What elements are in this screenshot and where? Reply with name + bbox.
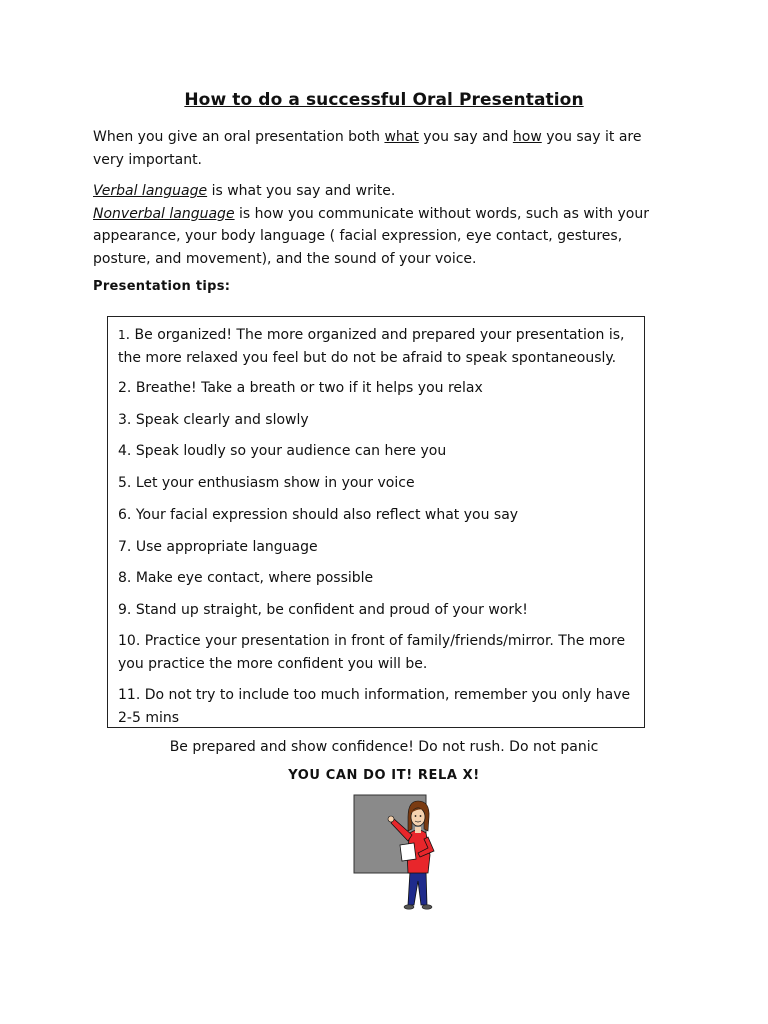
tip-number: 6: [118, 507, 127, 523]
tip-text: . Stand up straight, be confident and proud of your work!: [126, 602, 528, 618]
nonverbal-term: Nonverbal language: [93, 205, 235, 222]
neck: [415, 827, 421, 833]
nonverbal-text: is how you communicate without words, such as with your appearance, your body language ( facial expression, eye contact, gestures, posture, and movement), and the sound of your voice.: [93, 205, 649, 267]
eye: [420, 815, 422, 817]
verbal-definition: [93, 180, 663, 203]
tip-text: . Practice your presentation in front of family/friends/mirror. The more you practice the more confident you will be.: [118, 633, 626, 672]
pointing-hand: [388, 816, 394, 822]
pants: [408, 871, 427, 905]
intro-text-3: you say it are very important.: [93, 129, 642, 168]
tip-item: [118, 324, 638, 369]
tip-text: . Do not try to include too much information, remember you only have 2-5 mins: [118, 687, 631, 726]
tip-text: . Speak loudly so your audience can here you: [126, 443, 447, 459]
tip-number: 3: [118, 412, 127, 428]
tips-heading: Presentation tips:: [93, 279, 231, 294]
intro-what: what: [384, 129, 419, 145]
tip-text: . Your facial expression should also reflect what you say: [126, 507, 519, 523]
tip-number: 7: [118, 539, 127, 555]
intro-paragraph: [93, 126, 663, 171]
tip-item: [118, 472, 638, 495]
tip-text: . Make eye contact, where possible: [126, 570, 374, 586]
tip-number: 1: [118, 328, 126, 342]
tip-item: [118, 630, 638, 675]
tip-number: 5: [118, 475, 127, 491]
intro-text-1: When you give an oral presentation both: [93, 129, 385, 145]
tip-item: [118, 504, 638, 527]
tip-number: 11: [118, 687, 136, 703]
intro-text-2: you say and: [418, 129, 513, 145]
page-title: How to do a successful Oral Presentation: [184, 90, 584, 110]
verbal-text: is what you say and write.: [207, 183, 396, 199]
closing-line: Be prepared and show confidence! Do not rush. Do not panic: [169, 739, 599, 755]
tip-item: [118, 567, 638, 590]
presenter-at-board-icon: [350, 793, 450, 913]
right-shoe: [422, 905, 432, 909]
paper: [400, 843, 416, 861]
tip-item: [118, 377, 638, 400]
tip-text: . Use appropriate language: [126, 539, 318, 555]
tip-item: [118, 536, 638, 559]
tip-number: 8: [118, 570, 127, 586]
tips-box: [107, 316, 645, 728]
tip-number: 9: [118, 602, 127, 618]
tip-text: . Be organized! The more organized and prepared your presentation is, the more relaxed you feel but do not be afraid to speak spontaneously.: [118, 327, 625, 366]
left-shoe: [404, 905, 414, 909]
tip-item: [118, 409, 638, 432]
tip-text: . Breathe! Take a breath or two if it helps you relax: [126, 380, 483, 396]
tip-text: . Let your enthusiasm show in your voice: [126, 475, 415, 491]
tip-item: [118, 684, 638, 729]
nonverbal-definition: [93, 203, 663, 271]
tip-number: 2: [118, 380, 127, 396]
tip-number: 10: [118, 633, 136, 649]
intro-how: how: [512, 129, 542, 145]
tip-item: [118, 599, 638, 622]
cheer-line: YOU CAN DO IT! RELA X!: [288, 768, 480, 783]
tip-text: . Speak clearly and slowly: [126, 412, 309, 428]
tip-item: [118, 440, 638, 463]
language-definitions: [93, 180, 663, 270]
verbal-term: Verbal language: [93, 183, 208, 199]
tip-number: 4: [118, 443, 127, 459]
eye: [415, 815, 417, 817]
